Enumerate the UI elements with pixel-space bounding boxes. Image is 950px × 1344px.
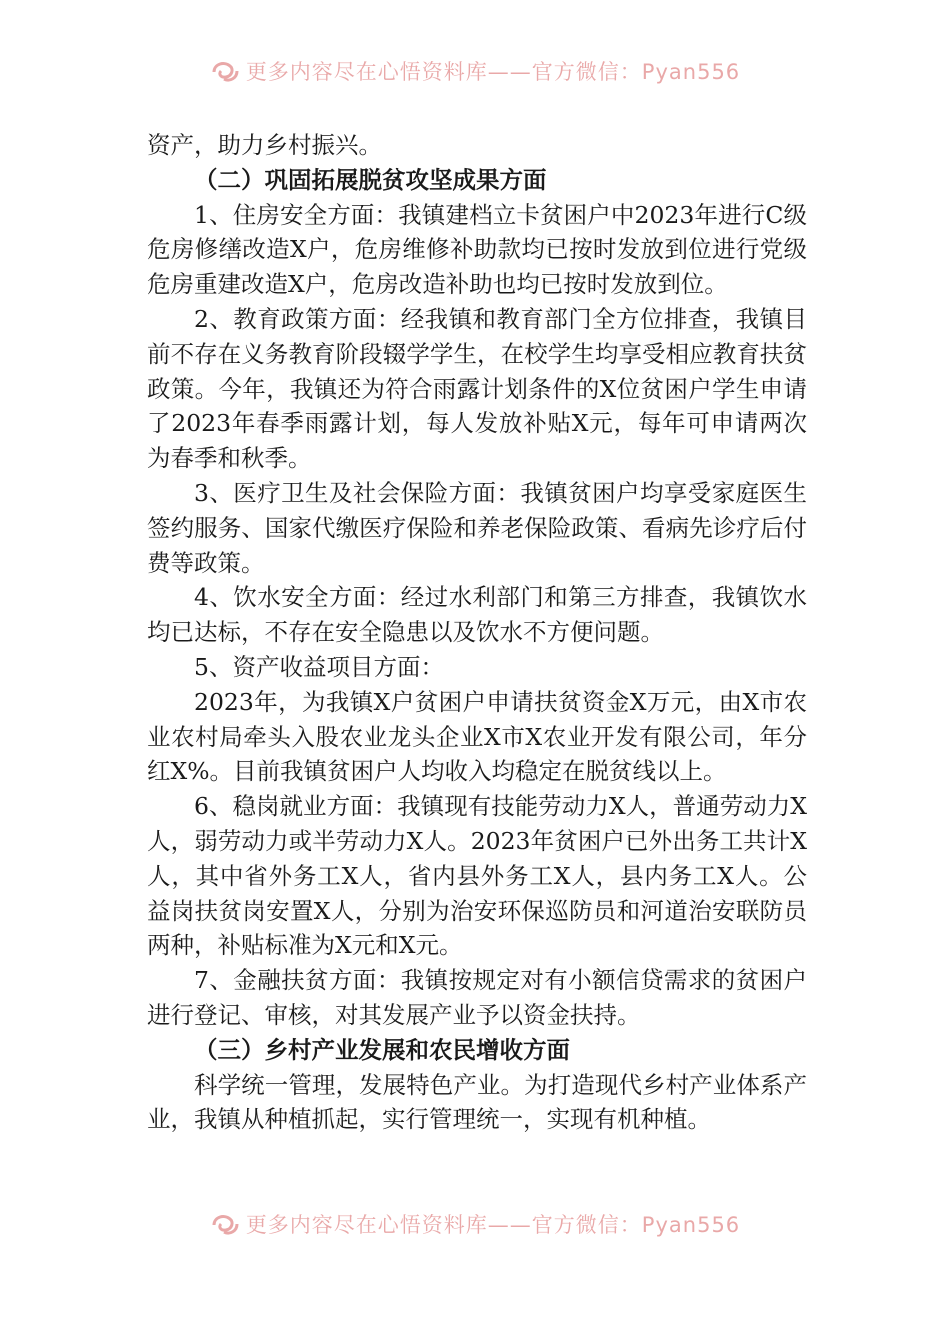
paragraph-continuation: 资产，助力乡村振兴。 xyxy=(147,131,382,159)
section-heading-2: （二）巩固拓展脱贫攻坚成果方面 xyxy=(194,165,547,194)
paragraph-employment: 6、稳岗就业方面：我镇现有技能劳动力X人，普通劳动力X人，弱劳动力或半劳动力X人。2023年贫困户已外出务工共计X人，其中省外务工X人，省内县外务工X人，县内务工X人。公益岗扶贫岗安置X人，分别为治安环保巡防员和河道治安联防员两种，补贴标准为X元和X元。 xyxy=(147,792,807,960)
paragraph-industry: 科学统一管理，发展特色产业。为打造现代乡村产业体系产业，我镇从种植抓起，实行管理统一，实现有机种植。 xyxy=(147,1070,807,1134)
watermark-header xyxy=(0,54,950,88)
paragraph-asset-heading: 5、资产收益项目方面： xyxy=(194,652,444,681)
watermark-text: 更多内容尽在心悟资料库——官方微信：Pyan556 xyxy=(245,60,741,84)
paragraph-medical: 3、医疗卫生及社会保险方面：我镇贫困户均享受家庭医生签约服务、国家代缴医疗保险和养老保险政策、看病先诊疗后付费等政策。 xyxy=(147,478,807,577)
document-body xyxy=(147,128,807,1137)
paragraph-asset: 2023年，为我镇X户贫困户申请扶贫资金X万元，由X市农业农村局牵头入股农业龙头企业X市X农业开发有限公司，年分红X%。目前我镇贫困户人均收入均稳定在脱贫线以上。 xyxy=(147,687,807,786)
watermark-logo-icon xyxy=(210,58,240,84)
watermark-logo-icon xyxy=(210,1211,240,1237)
paragraph-water: 4、饮水安全方面：经过水利部门和第三方排查，我镇饮水均已达标，不存在安全隐患以及饮水不方便问题。 xyxy=(147,583,807,647)
paragraph-housing: 1、住房安全方面：我镇建档立卡贫困户中2023年进行C级危房修缮改造X户，危房维修补助款均已按时发放到位进行党级危房重建改造X户，危房改造补助也均已按时发放到位。 xyxy=(147,200,807,299)
watermark-text: 更多内容尽在心悟资料库——官方微信：Pyan556 xyxy=(245,1213,741,1237)
paragraph-education: 2、教育政策方面：经我镇和教育部门全方位排查，我镇目前不存在义务教育阶段辍学学生，在校学生均享受相应教育扶贫政策。今年，我镇还为符合雨露计划条件的X位贫困户学生申请了2023年春季雨露计划，每人发放补贴X元，每年可申请两次为春季和秋季。 xyxy=(147,304,807,473)
watermark-footer xyxy=(0,1207,950,1241)
section-heading-3: （三）乡村产业发展和农民增收方面 xyxy=(194,1035,570,1064)
paragraph-finance: 7、金融扶贫方面：我镇按规定对有小额信贷需求的贫困户进行登记、审核，对其发展产业予以资金扶持。 xyxy=(147,966,807,1029)
